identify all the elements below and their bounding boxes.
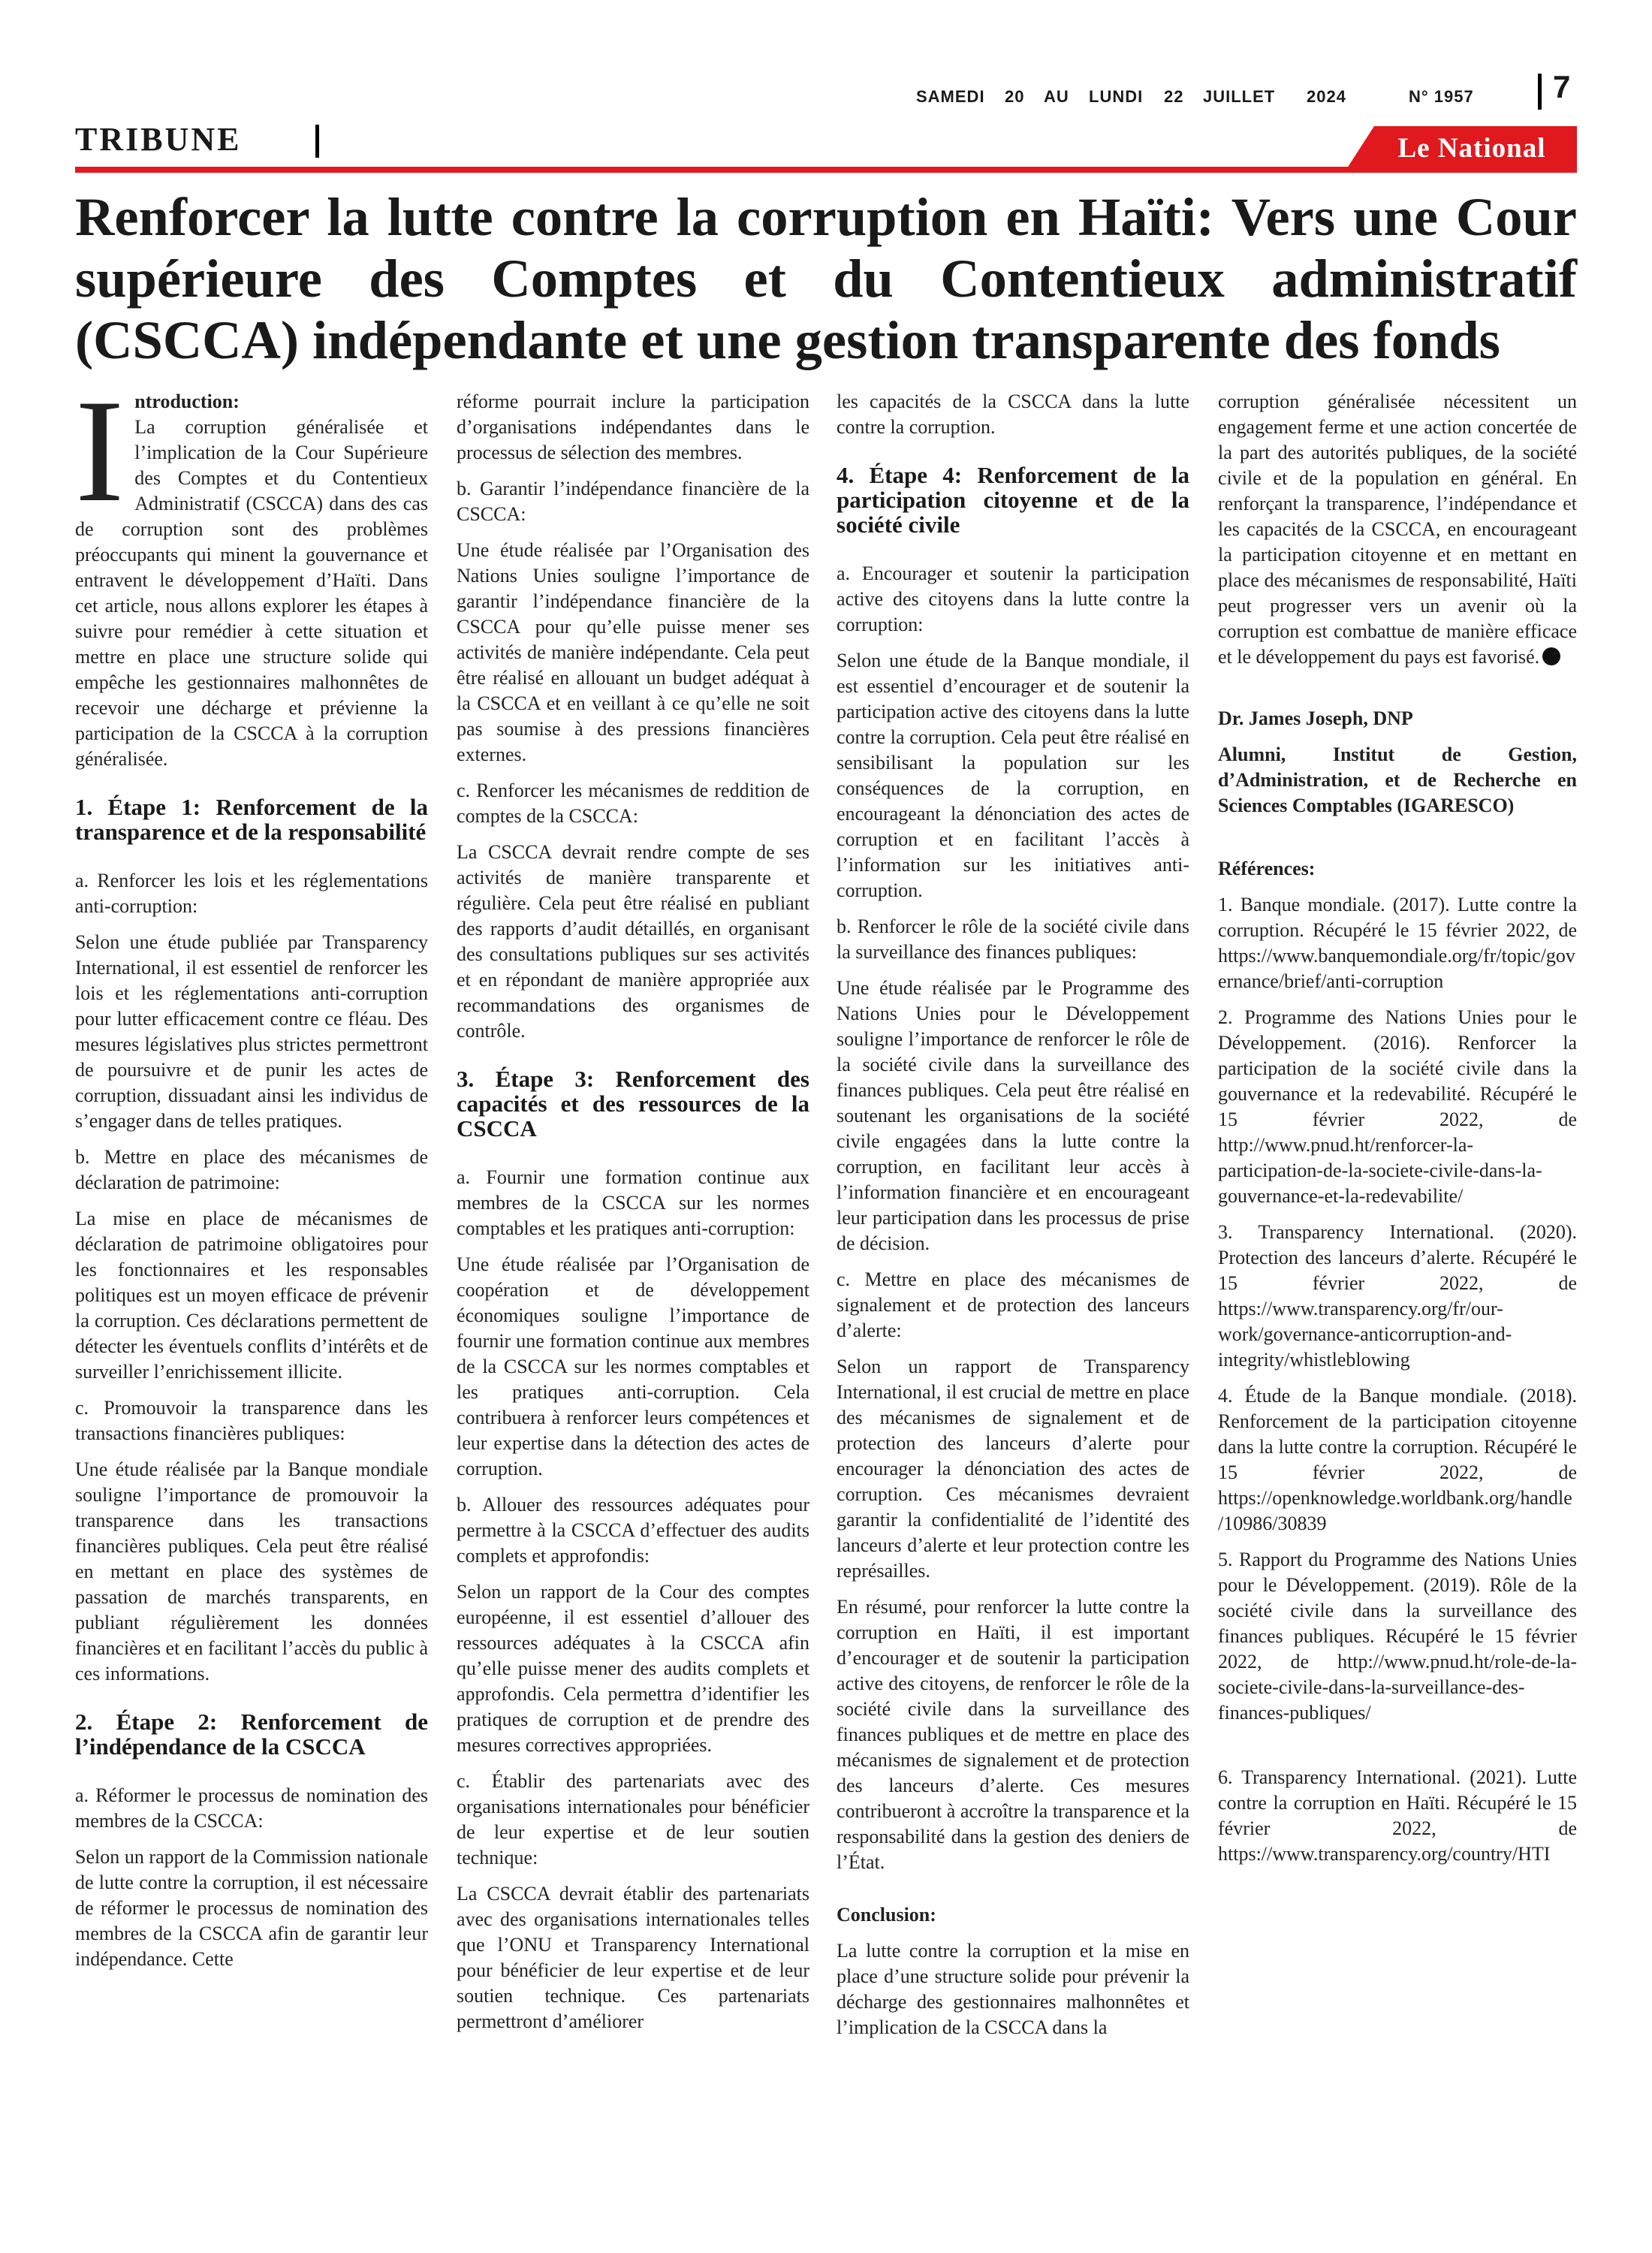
paragraph: Une étude réalisée par le Programme des Nations Unies pour le Développement souligne l’importance de renforcer le rôle de la société civile dans la surveillance des finances publiques. Cela peut être réalisé en soutenant les organisations de la société civile engagées dans la lutte contre la corruption, en facilitant leur accès à l’information financière et en encourageant leur participation dans les processus de prise de décision. <box>837 977 1189 1254</box>
issue-month: JUILLET <box>1203 87 1276 106</box>
sub-heading: a. Réformer le processus de nomination des membres de la CSCCA: <box>75 1784 428 1832</box>
sub-heading: c. Renforcer les mécanismes de reddition de comptes de la CSCCA: <box>457 780 809 827</box>
section-heading-3: 3. Étape 3: Renforcement des capacités et des ressources de la CSCCA <box>457 1066 809 1142</box>
sub-heading: c. Mettre en place des mécanismes de signalement et de protection des lanceurs d’alerte: <box>837 1268 1189 1341</box>
column-3 <box>837 389 1189 2051</box>
sub-heading: b. Garantir l’indépendance financière de la CSCCA: <box>457 478 809 525</box>
author-name: Dr. James Joseph, DNP <box>1218 707 1413 729</box>
newspaper-brand: Le National <box>1397 133 1546 164</box>
paragraph: les capacités de la CSCCA dans la lutte contre la corruption. <box>837 391 1189 438</box>
sub-heading: a. Fournir une formation continue aux membres de la CSCCA sur les normes comptables et les pratiques anti-corruption: <box>457 1166 809 1239</box>
paragraph: Selon un rapport de Transparency International, il est crucial de mettre en place des mécanismes de signalement et de protection des lanceurs d’alerte pour encourager la dénonciation des actes de corruption. Ces mécanismes devraient garantir la confidentialité de l’identité des lanceurs d’alerte et leur protection contre les représailles. <box>837 1356 1189 1582</box>
section-heading-1: 1. Étape 1: Renforcement de la transparence et de la responsabilité <box>75 794 428 845</box>
reference-item: 4. Étude de la Banque mondiale. (2018). Renforcement de la participation citoyenne dans la lutte contre la corruption. Récupéré le 15 février 2022, de https://openknowledge.worldbank.org/handle/10986/30839 <box>1218 1385 1577 1534</box>
intro-text: La corruption généralisée et l’implication de la Cour Supérieure des Comptes et du Contentieux Administratif (CSCCA) dans des cas de corruption sont des problèmes préoccupants qui minent la gouvernance et entravent le développement d’Haïti. Dans cet article, nous allons explorer les étapes à suivre pour remédier à cette situation et mettre en place une structure solide qui empêche les gestionnaires malhonnêtes de recevoir une décharge et prévienne la participation de la CSCCA à la corruption généralisée. <box>75 416 428 770</box>
paragraph: Une étude réalisée par la Banque mondiale souligne l’importance de promouvoir la transparence dans les transactions financières publiques. Cela peut être réalisé en mettant en place des systèmes de passation de marchés transparents, en publiant régulièrement les données financières et en facilitant l’accès du public à ces informations. <box>75 1458 428 1684</box>
issue-num1: 20 <box>1005 87 1025 106</box>
paragraph: Selon une étude de la Banque mondiale, il est essentiel d’encourager et de soutenir la participation active des citoyens dans la lutte contre la corruption. Cela peut être réalisé en sensibilisant la population sur les conséquences de la corruption, en encourageant la dénonciation des actes de corruption et en facilitant l’accès à l’information sur les initiatives anti-corruption. <box>837 650 1189 901</box>
references-title: Références: <box>1218 858 1316 879</box>
issue-info <box>916 83 1487 113</box>
end-of-article-icon <box>1542 647 1560 665</box>
section-rubric: TRIBUNE <box>75 121 242 158</box>
page-number: 7 <box>1553 69 1571 104</box>
author-affiliation: Alumni, Institut de Gestion, d’Administration, et de Recherche en Sciences Comptables (IGARESCO) <box>1218 743 1577 816</box>
issue-year: 2024 <box>1307 87 1346 106</box>
reference-item: 6. Transparency International. (2021). Lutte contre la corruption en Haïti. Récupéré le 15 février 2022, de https://www.transparency.org/country/HTI <box>1218 1766 1577 1865</box>
paragraph <box>1218 389 1577 670</box>
section-heading-4: 4. Étape 4: Renforcement de la participation citoyenne et de la société civile <box>837 462 1189 538</box>
sub-heading: c. Promouvoir la transparence dans les transactions financières publiques: <box>75 1397 428 1444</box>
column-1 <box>75 369 428 1983</box>
issue-num2: 22 <box>1164 87 1184 106</box>
article-headline: Renforcer la lutte contre la corruption en Haïti: Vers une Cour supérieure des Comptes et du Contentieux administratif (CSCCA) indépendante et une gestion transparente des fonds <box>75 186 1577 370</box>
paragraph: La mise en place de mécanismes de déclaration de patrimoine obligatoires pour les fonctionnaires et les responsables politiques est un moyen efficace de prévenir la corruption. Ces déclarations permettent de détecter les éventuels conflits d’intérêts et de surveiller l’enrichissement illicite. <box>75 1208 428 1383</box>
paragraph: Selon un rapport de la Commission nationale de lutte contre la corruption, il est nécessaire de réformer le processus de nomination des membres de la CSCCA afin de garantir leur indépendance. Cette <box>75 1846 428 1970</box>
summary-paragraph: En résumé, pour renforcer la lutte contre la corruption en Haïti, il est important d’encourager et de soutenir la participation active des citoyens, de renforcer le rôle de la société civile dans la surveillance des finances publiques et de mettre en place des mécanismes de signalement et de protection des lanceurs d’alerte. Ces mesures contribueront à accroître la transparence et la responsabilité dans la gestion des deniers de l’État. <box>837 1596 1189 1873</box>
intro-title: ntroduction: <box>134 391 240 412</box>
drop-cap: I <box>75 369 125 532</box>
paragraph: réforme pourrait inclure la participation d’organisations indépendantes dans le processus de sélection des membres. <box>457 391 809 463</box>
column-4 <box>1218 389 1577 1878</box>
issue-day2: LUNDI <box>1089 87 1144 106</box>
reference-item: 2. Programme des Nations Unies pour le Développement. (2016). Renforcer la participation de la société civile dans la gouvernance et la redevabilité. Récupéré le 15 février 2022, de http://www.pnud.ht/renforcer-la-participation-de-la-societe-civile-dans-la-gouvernance-et-la-redevabilite/ <box>1218 1006 1577 1207</box>
intro-paragraph <box>75 369 428 772</box>
sub-heading: a. Renforcer les lois et les réglementations anti-corruption: <box>75 870 428 917</box>
paragraph: Une étude réalisée par l’Organisation des Nations Unies souligne l’importance de garantir l’indépendance financière de la CSCCA pour qu’elle puisse mener ses activités de manière indépendante. Cela peut être réalisé en allouant un budget adéquat à la CSCCA et en veillant à ce qu’elle ne soit pas soumise à des pressions financières externes. <box>457 539 809 765</box>
sub-heading: b. Allouer des ressources adéquates pour permettre à la CSCCA d’effectuer des audits complets et approfondis: <box>457 1494 809 1567</box>
sub-heading: b. Mettre en place des mécanismes de déclaration de patrimoine: <box>75 1146 428 1193</box>
issue-number: N° 1957 <box>1409 87 1474 106</box>
section-heading-2: 2. Étape 2: Renforcement de l’indépendance de la CSCCA <box>75 1709 428 1760</box>
sub-heading: a. Encourager et soutenir la participation active des citoyens dans la lutte contre la corruption: <box>837 562 1189 635</box>
reference-item: 5. Rapport du Programme des Nations Unies pour le Développement. (2019). Rôle de la société civile dans la surveillance des finances publiques. Récupéré le 15 février 2022, de http://www.pnud.ht/role-de-la-societe-civile-dans-la-surveillance-des-finances-publiques/ <box>1218 1549 1577 1724</box>
paragraph: La CSCCA devrait établir des partenariats avec des organisations internationales telles que l’ONU et Transparency International pour bénéficier de leur expertise et de leur soutien technique. Ces partenariats permettront d’améliorer <box>457 1883 809 2032</box>
reference-item: 3. Transparency International. (2020). Protection des lanceurs d’alerte. Récupéré le 15 février 2022, de https://www.transparency.org/fr/our-work/governance-anticorruption-and-integrity/whistleblowing <box>1218 1221 1577 1371</box>
paragraph: La CSCCA devrait rendre compte de ses activités de manière transparente et régulière. Cela peut être réalisé en publiant des rapports d’audit détaillés, en organisant des consultations publiques sur ses activités et en répondant de manière appropriée aux recommandations des organismes de contrôle. <box>457 841 809 1042</box>
closing-text: corruption généralisée nécessitent un engagement ferme et une action concertée de la part des autorités publiques, de la société civile et de la population en général. En renforçant la transparence, l’indépendance et les capacités de la CSCCA, en encourageant la participation citoyenne et en mettant en place des mécanismes de responsabilité, Haïti peut progresser vers un avenir où la corruption est combattue de manière efficace et le développement du pays est favorisé. <box>1218 391 1577 668</box>
paragraph: La lutte contre la corruption et la mise en place d’une structure solide pour prévenir la décharge des gestionnaires malhonnêtes et l’implication de la CSCCA dans la <box>837 1940 1189 2038</box>
column-2 <box>457 389 809 2045</box>
reference-item: 1. Banque mondiale. (2017). Lutte contre la corruption. Récupéré le 15 février 2022, de https://www.banquemondiale.org/fr/topic/governance/brief/anti-corruption <box>1218 894 1577 992</box>
issue-day1: SAMEDI <box>916 87 985 106</box>
page-number-divider <box>1538 74 1542 110</box>
sub-heading: c. Établir des partenariats avec des organisations internationales pour bénéficier de leur expertise et de leur soutien technique: <box>457 1770 809 1868</box>
paragraph: Selon un rapport de la Cour des comptes européenne, il est essentiel d’allouer des ressources adéquates à la CSCCA afin qu’elle puisse mener des audits complets et approfondis. Cela permettra d’identifier les pratiques de corruption et de prendre des mesures correctives appropriées. <box>457 1581 809 1756</box>
rubric-divider <box>315 125 319 158</box>
paragraph: Une étude réalisée par l’Organisation de coopération et de développement économiques souligne l’importance de fournir une formation continue aux membres de la CSCCA sur les normes comptables et les pratiques anti-corruption. Cela contribuera à renforcer leurs compétences et leur expertise dans la détection des actes de corruption. <box>457 1253 809 1479</box>
paragraph: Selon une étude publiée par Transparency International, il est essentiel de renforcer les lois et les réglementations anti-corruption pour lutter efficacement contre ce fléau. Des mesures législatives plus strictes permettront de poursuivre et de punir les actes de corruption, dissuadant ainsi les individus de s’engager dans de telles pratiques. <box>75 931 428 1132</box>
sub-heading: b. Renforcer le rôle de la société civile dans la surveillance des finances publiques: <box>837 915 1189 963</box>
issue-au: AU <box>1044 87 1069 106</box>
conclusion-title: Conclusion: <box>837 1904 936 1926</box>
